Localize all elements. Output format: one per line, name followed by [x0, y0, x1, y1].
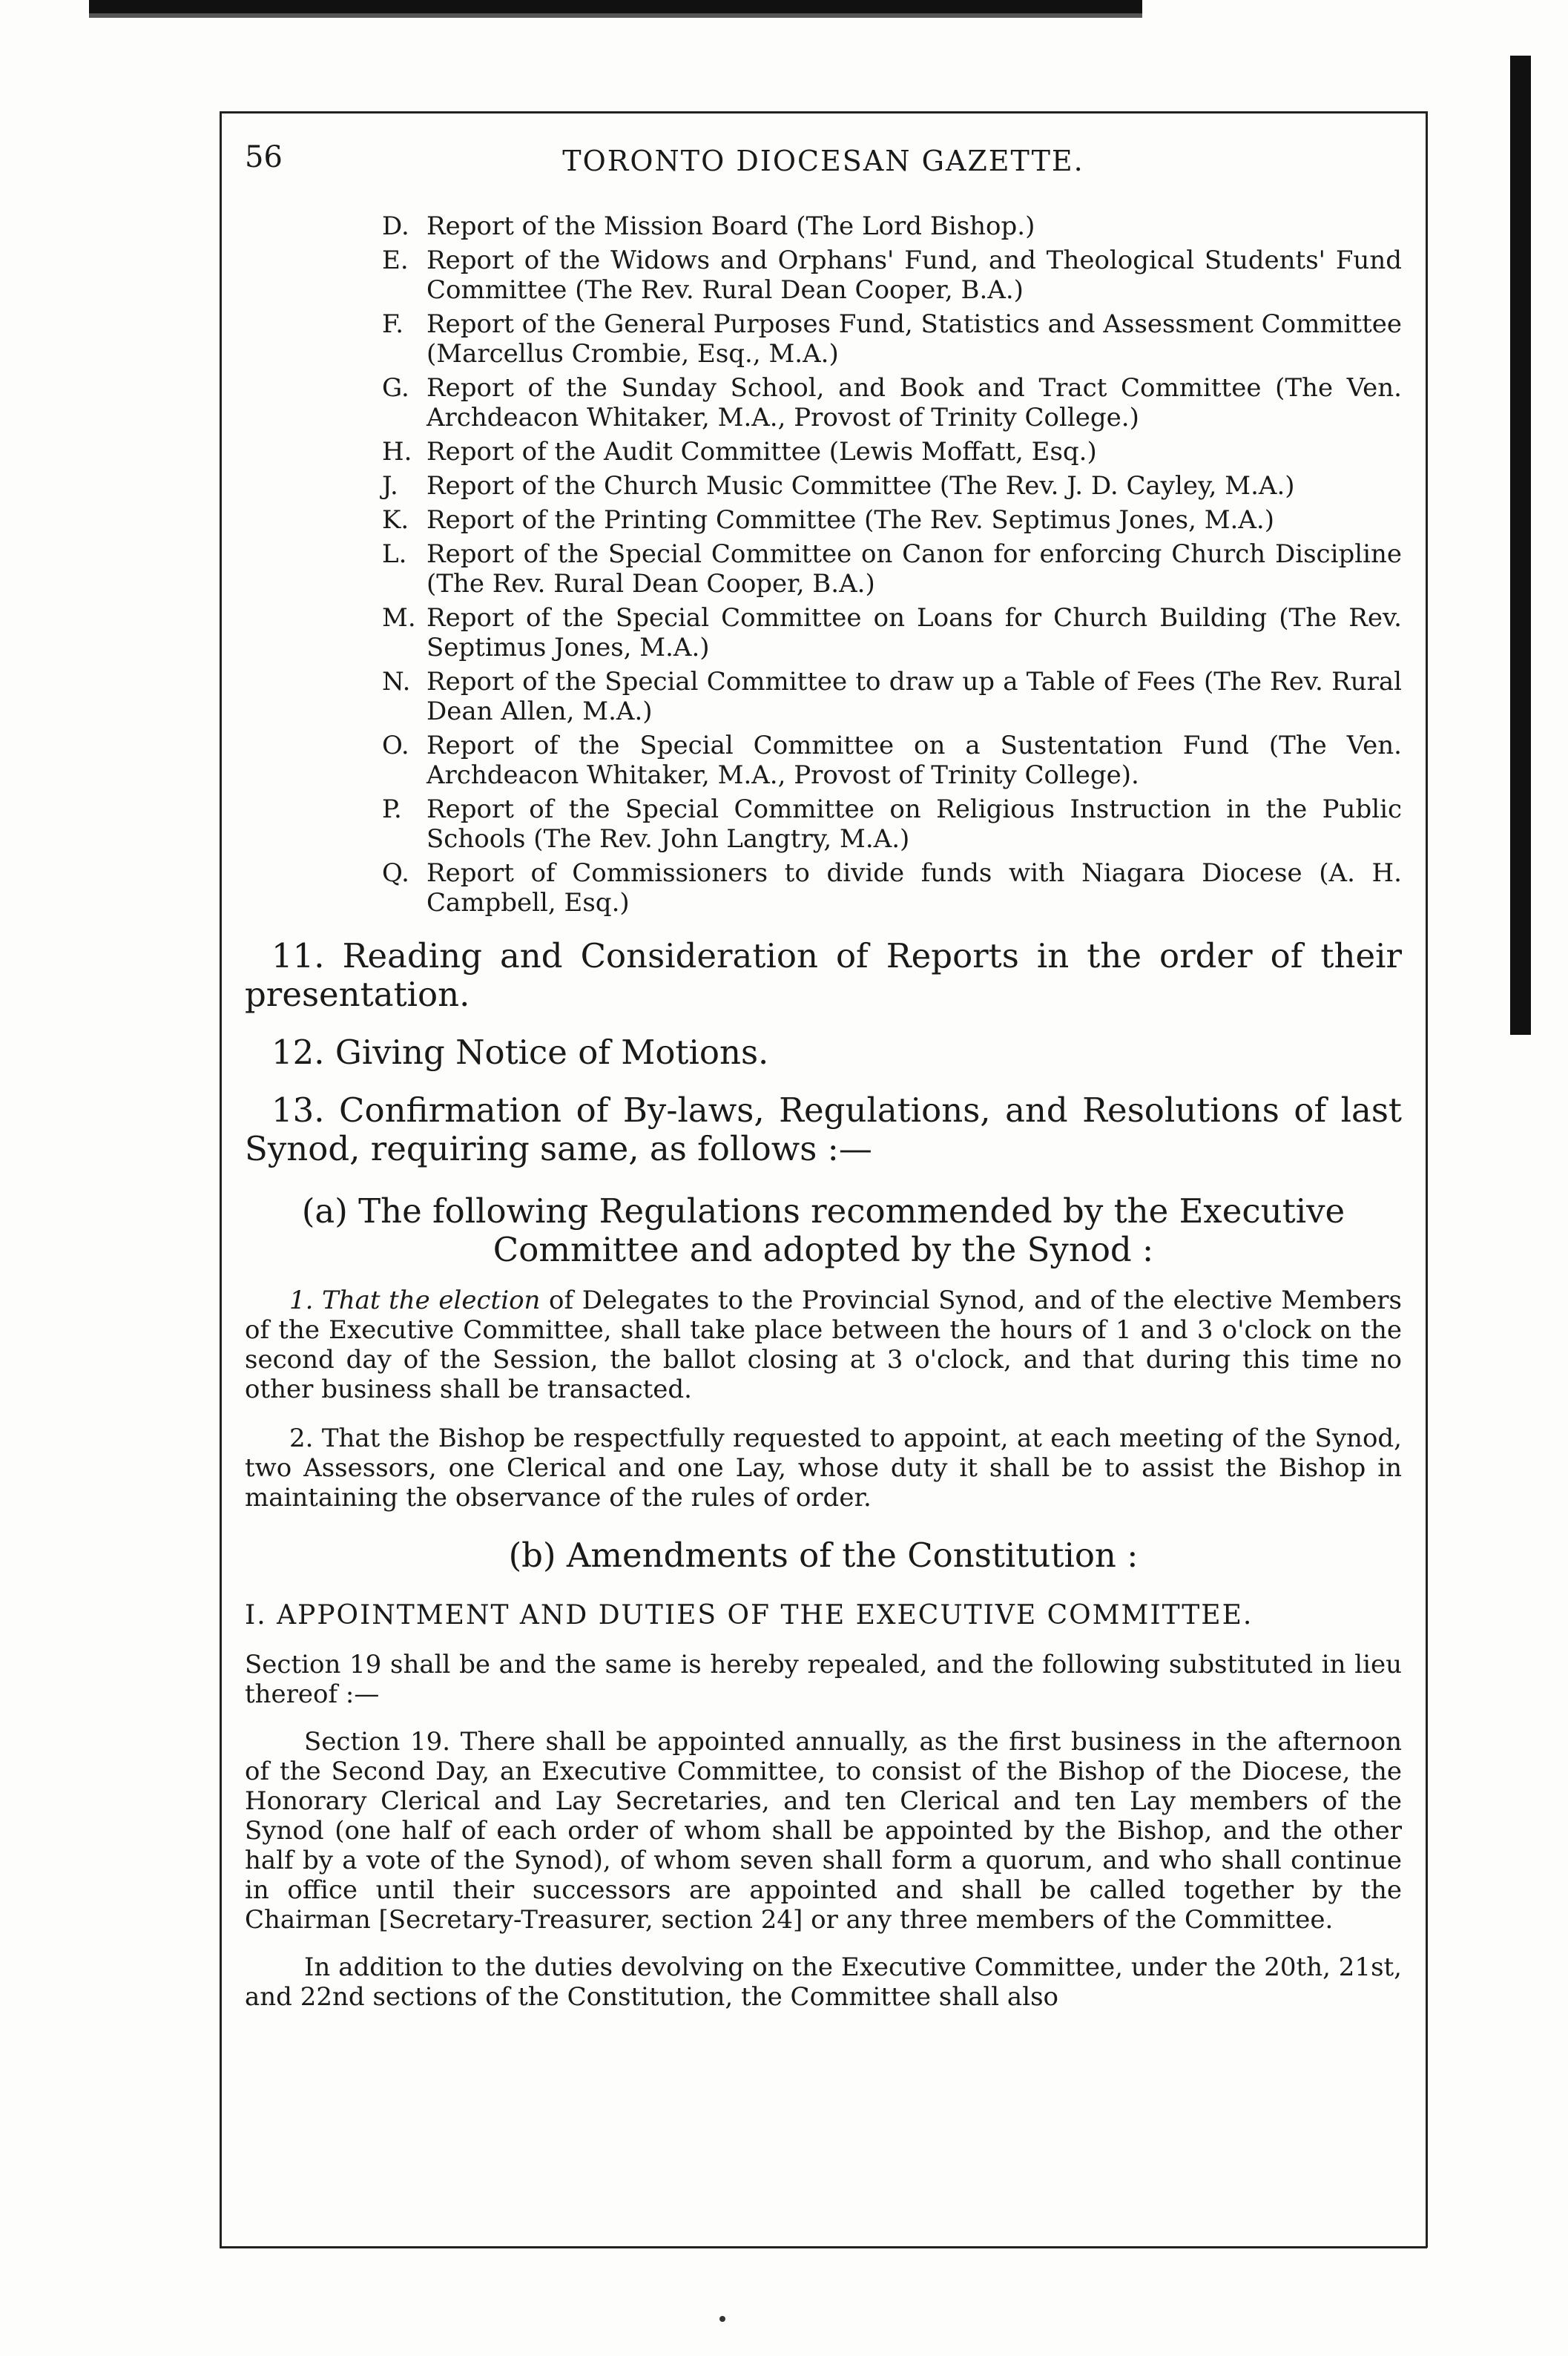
report-text: Report of the Special Committee to draw up a Table of Fees (The Rev. Rural Dean Allen, M.A.)	[426, 667, 1402, 726]
report-letter: O.	[382, 731, 409, 760]
report-list	[245, 211, 1402, 918]
report-item	[245, 603, 1402, 662]
regulation-2: 2. That the Bishop be respectfully requested to appoint, at each meeting of the Synod, two Assessors, one Clerical and one Lay, whose duty it shall be to assist the Bishop in maintaining the observance of the rules of order.	[245, 1424, 1402, 1513]
section-19-text: Section 19. There shall be appointed annually, as the first business in the afternoon of the Second Day, an Executive Committee, to consist of the Bishop of the Diocese, the Honorary Clerical and Lay Secretaries, and ten Clerical and ten Lay members of the Synod (one half of each order of whom shall be appointed by the Bishop, and the other half by a vote of the Synod), of whom seven shall form a quorum, and who shall continue in office until their successors are appointed and shall be called together by the Chairman [Secretary-Treasurer, section 24] or any three members of the Committee.	[245, 1727, 1402, 1935]
report-letter: H.	[382, 437, 412, 467]
report-letter: E.	[382, 246, 409, 275]
page-border-top	[220, 111, 1427, 113]
report-text: Report of the Special Committee on Canon for enforcing Church Discipline (The Rev. Rural Dean Cooper, B.A.)	[426, 539, 1402, 599]
report-item	[245, 437, 1402, 467]
order-item-13: 13. Confirmation of By-laws, Regulations, and Resolutions of last Synod, requiring same, as follows :—	[245, 1090, 1402, 1168]
report-letter: F.	[382, 309, 404, 339]
report-letter: K.	[382, 505, 409, 535]
section-a-heading: (a) The following Regulations recommended by the Executive Committee and adopted by the Synod :	[301, 1191, 1345, 1269]
report-item	[245, 373, 1402, 432]
report-letter: P.	[382, 794, 402, 824]
scan-edge-top	[89, 0, 1142, 22]
report-text: Report of the Mission Board (The Lord Bishop.)	[426, 211, 1035, 241]
scan-edge-right	[1510, 56, 1531, 1035]
report-letter: N.	[382, 667, 411, 697]
report-item	[245, 246, 1402, 305]
page-number: 56	[245, 140, 283, 174]
speck	[719, 2316, 725, 2322]
running-title: TORONTO DIOCESAN GAZETTE.	[562, 145, 1084, 177]
page-border-right	[1426, 111, 1428, 2248]
amendment-heading: I. APPOINTMENT AND DUTIES OF THE EXECUTIVE COMMITTEE.	[245, 1600, 1254, 1631]
report-text: Report of the General Purposes Fund, Statistics and Assessment Committee (Marcellus Crombie, Esq., M.A.)	[426, 309, 1402, 369]
report-item	[245, 858, 1402, 918]
report-item	[245, 309, 1402, 369]
amendment-paragraph: Section 19 shall be and the same is hereby repealed, and the following substituted in lieu thereof :—	[245, 1650, 1402, 1709]
document-page	[245, 130, 1402, 2030]
report-item	[245, 471, 1402, 501]
report-letter: J.	[382, 471, 398, 501]
additional-duties-text: In addition to the duties devolving on the Executive Committee, under the 20th, 21st, and 22nd sections of the Constitution, the Committee shall also	[245, 1952, 1402, 2012]
report-item	[245, 794, 1402, 854]
report-item	[245, 505, 1402, 535]
report-text: Report of the Special Committee on a Sustentation Fund (The Ven. Archdeacon Whitaker, M.A., Provost of Trinity College).	[426, 731, 1402, 790]
section-b-heading: (b) Amendments of the Constitution :	[508, 1536, 1139, 1575]
report-item	[245, 539, 1402, 599]
order-item-12: 12. Giving Notice of Motions.	[271, 1033, 769, 1072]
report-text: Report of the Special Committee on Religious Instruction in the Public Schools (The Rev. John Langtry, M.A.)	[426, 794, 1402, 854]
report-text: Report of the Widows and Orphans' Fund, and Theological Students' Fund Committee (The Rev. Rural Dean Cooper, B.A.)	[426, 246, 1402, 305]
report-text: Report of the Audit Committee (Lewis Moffatt, Esq.)	[426, 437, 1097, 467]
report-letter: D.	[382, 211, 409, 241]
report-text: Report of the Church Music Committee (The Rev. J. D. Cayley, M.A.)	[426, 471, 1295, 501]
report-item	[245, 667, 1402, 726]
report-text: Report of Commissioners to divide funds with Niagara Diocese (A. H. Campbell, Esq.)	[426, 858, 1402, 918]
regulation-1-lead: 1. That the election	[289, 1286, 541, 1315]
report-letter: L.	[382, 539, 407, 569]
report-letter: M.	[382, 603, 416, 633]
report-text: Report of the Sunday School, and Book and Tract Committee (The Ven. Archdeacon Whitaker, M.A., Provost of Trinity College.)	[426, 373, 1402, 432]
page-border-bottom	[220, 2246, 1427, 2248]
regulation-1	[245, 1286, 1402, 1404]
report-letter: Q.	[382, 858, 409, 888]
report-item	[245, 731, 1402, 790]
page-header	[245, 130, 1402, 197]
report-text: Report of the Special Committee on Loans for Church Building (The Rev. Septimus Jones, M.A.)	[426, 603, 1402, 662]
order-item-11: 11. Reading and Consideration of Reports in the order of their presentation.	[245, 936, 1402, 1014]
regulation-1-text: of Delegates to the Provincial Synod, and of the elective Members of the Executive Committee, shall take place between the hours of 1 and 3 o'clock on the second day of the Session, the ballot closing at 3 o'clock, and that during this time no other business shall be transacted.	[245, 1286, 1402, 1404]
report-letter: G.	[382, 373, 409, 403]
page-border-left	[220, 111, 222, 2248]
report-item	[245, 211, 1402, 241]
report-text: Report of the Printing Committee (The Rev. Septimus Jones, M.A.)	[426, 505, 1274, 535]
